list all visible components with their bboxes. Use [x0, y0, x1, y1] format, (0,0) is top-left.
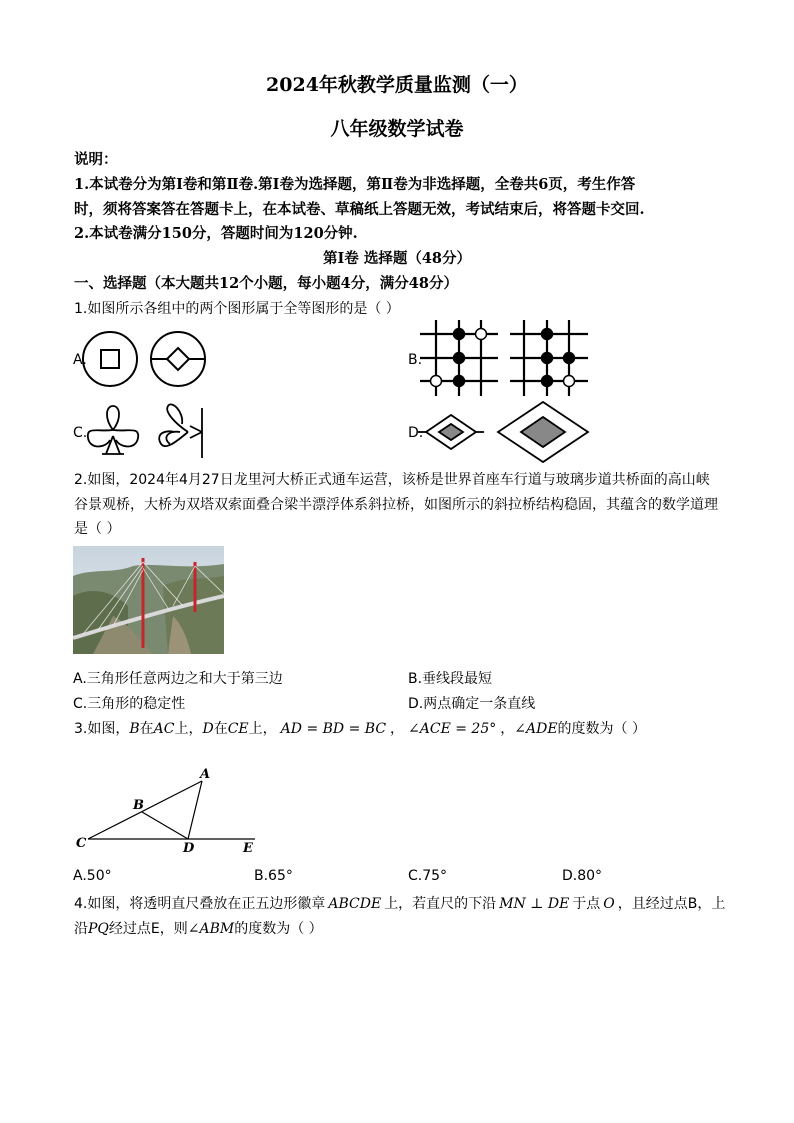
q4-pentagon-name: ABCDE [328, 896, 382, 912]
q4-point-o: O [603, 896, 615, 912]
q3-label-d: D [183, 841, 195, 856]
q2-option-a: A.三角形任意两边之和大于第三边 [73, 671, 283, 687]
q1-option-b-label: B. [408, 352, 423, 368]
bridge-photo [73, 546, 224, 654]
q1-option-d-label: D. [408, 425, 424, 441]
q3-text-4: 在 [213, 721, 228, 737]
q1-option-d-figure [418, 400, 598, 464]
part-one-heading: 一、选择题（本大题共12个小题，每小题4分，满分48分） [74, 275, 458, 292]
q4-text-7: 的度数为（ ） [234, 921, 323, 937]
q3-point-b: B [129, 721, 140, 737]
q1-option-c-figure [84, 402, 210, 460]
q4-text-2: 上，若直尺的下沿 [384, 896, 497, 912]
question-1-stem: 1.如图所示各组中的两个图形属于全等图形的是（ ） [74, 301, 400, 317]
q4-text-1: 4.如图，将透明直尺叠放在正五边形徽章 [74, 896, 326, 912]
question-4-line1 [74, 893, 734, 913]
q3-option-c: C.75° [408, 868, 448, 884]
exam-title: 2024年秋教学质量监测（一） [266, 74, 528, 96]
q3-label-c: C [76, 836, 87, 851]
instruction-1-line1: 1.本试卷分为第Ⅰ卷和第Ⅱ卷.第Ⅰ卷为选择题，第Ⅱ卷为非选择题，全卷共6页，考生作答 [74, 176, 636, 193]
instruction-2: 2.本试卷满分150分，答题时间为120分钟. [74, 225, 358, 242]
q3-option-d: D.80° [562, 868, 603, 884]
q3-label-a: A [200, 767, 211, 782]
q4-perpendicular: MN ⊥ DE [499, 896, 570, 912]
question-2-line3: 是（ ） [74, 521, 121, 537]
q4-text-4: ，且经过点B，上 [617, 896, 726, 912]
q3-triangle-figure [72, 762, 262, 856]
q3-option-a: A.50° [73, 868, 112, 884]
instructions-heading: 说明： [74, 151, 118, 168]
q1-option-b-figure [420, 320, 590, 396]
q3-label-e: E [243, 841, 253, 856]
q3-text-3: 上， [174, 721, 203, 737]
q3-segment-ce: CE [227, 721, 249, 737]
q3-angle-ade: ∠ADE [514, 721, 558, 737]
q4-text-6: 经过点E，则 [108, 921, 188, 937]
q3-angle-ace: ∠ACE = 25° [408, 721, 497, 737]
q1-option-a-label: A. [73, 352, 87, 368]
q4-text-3: 于点 [572, 896, 601, 912]
q2-option-b: B.垂线段最短 [408, 671, 493, 687]
q3-label-b: B [133, 798, 144, 813]
q3-text-8: 的度数为（ ） [557, 721, 646, 737]
q3-text-7: ， [500, 721, 515, 737]
q3-point-d: D [202, 721, 214, 737]
q1-option-c-label: C. [73, 425, 88, 441]
q2-option-d: D.两点确定一条直线 [408, 696, 536, 712]
question-2-line2: 谷景观桥，大桥为双塔双索面叠合梁半漂浮体系斜拉桥，如图所示的斜拉桥结构稳固，其蕴含的数学道理 [74, 497, 718, 513]
section-title: 第Ⅰ卷 选择题（48分） [322, 250, 471, 267]
q1-option-a-figure [82, 326, 212, 392]
q3-text-1: 3.如图， [74, 721, 130, 737]
question-4-line2 [74, 918, 734, 938]
question-3-stem [74, 718, 734, 738]
q3-text-5: 上， [248, 721, 277, 737]
q4-angle-abm: ∠ABM [187, 921, 235, 937]
q3-equation: AD = BD = BC [280, 721, 387, 737]
q4-segment-pq: PQ [88, 921, 109, 937]
q4-text-5: 沿 [74, 921, 88, 937]
q3-text-6: ， [390, 721, 405, 737]
q3-option-b: B.65° [254, 868, 293, 884]
q2-option-c: C.三角形的稳定性 [73, 696, 186, 712]
exam-subtitle: 八年级数学试卷 [330, 118, 464, 140]
instruction-1-line2: 时，须将答案答在答题卡上，在本试卷、草稿纸上答题无效，考试结束后，将答题卡交回. [74, 201, 645, 218]
question-2-line1: 2.如图，2024年4月27日龙里河大桥正式通车运营，该桥是世界首座车行道与玻璃步道共桥面的高山峡 [74, 472, 710, 488]
q3-text-2: 在 [139, 721, 154, 737]
q3-segment-ac: AC [153, 721, 175, 737]
